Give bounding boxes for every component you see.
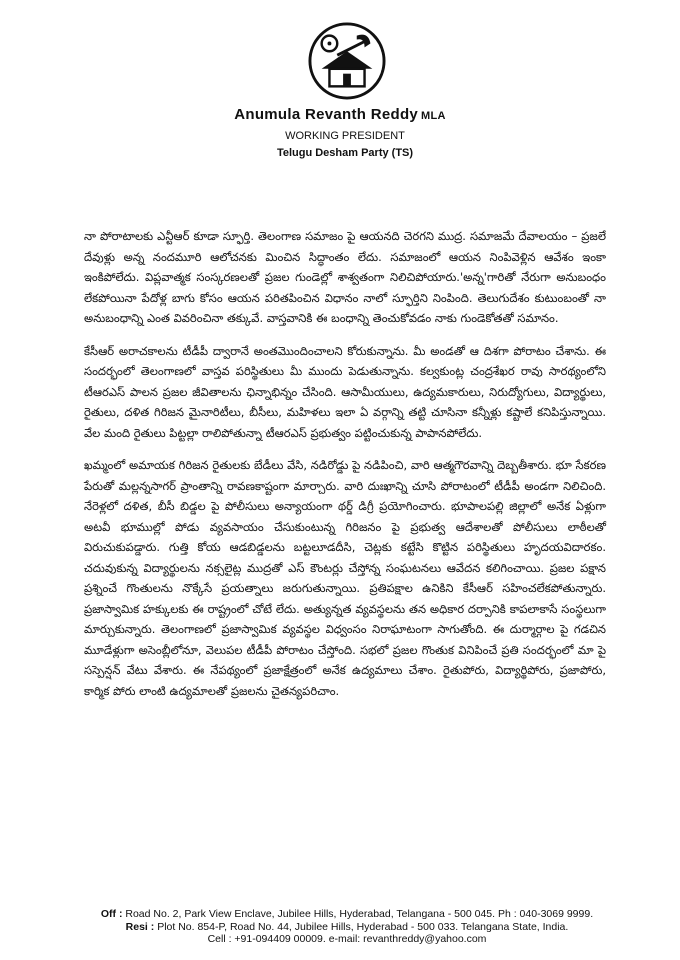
footer-address	[0, 908, 680, 946]
leader-name	[0, 106, 680, 123]
residence-address	[0, 921, 680, 934]
paragraph-1: నా పోరాటాలకు ఎన్టీఆర్ కూడా స్ఫూర్తి. తెలంగాణ సమాజం పై ఆయనది చెరగని ముద్ర. సమాజమే దేవాలయం – ప్రజలే దేవుళ్లు అన్న నందమూరి ఆలోచనకు మించిన సిద్ధాంతం లేదు. సమాజంలో ఆయన నింపివెళ్లిన ఆవేశం ఇంకా ఇంకిపోలేదు. విప్లవాత్మక సంస్కరణలతో ప్రజల గుండెల్లో శాశ్వతంగా నిలిచిపోయారు.'అన్న'గారితో నేరుగా అనుబంధం లేకపోయినా పేదోళ్ల బాగు కోసం ఆయన పరితపించిన విధానం నాలో స్ఫూర్తిని నింపింది. తెలుగుదేశం కుటుంబంతో నా అనుబంధాన్ని ఎంత వివరించినా తక్కువే. వాస్తవానికి ఈ బంధాన్ని తెంచుకోవడం నాకు గుండెకోతతో సమానం.	[84, 229, 606, 325]
office-text: Road No. 2, Park View Enclave, Jubilee Hills, Hyderabad, Telangana - 500 045. Ph : 040-3069 9999.	[125, 908, 594, 920]
leader-name-text: Anumula Revanth Reddy	[234, 106, 419, 123]
paragraph-3: ఖమ్మంలో అమాయక గిరిజన రైతులకు బేడీలు వేసి, నడిరోడ్డు పై నడిపించి, వారి ఆత్మగౌరవాన్ని దెబ్బతీశారు. భూ సేకరణ పేరుతో మల్లన్నసాగర్ ప్రాంతాన్ని రావణకాష్టంగా మార్చారు. వారి దుఃఖాన్ని చూసి పోరాటంలో టీడీపీ అండగా నిలిచింది. నేరెళ్లలో దళిత, బీసీ బిడ్డల పై పోలీసులు అన్యాయంగా థర్డ్ డిగ్రీ ప్రయోగించారు. భూపాలపల్లి జిల్లాలో అనేక ఏళ్లుగా అటవీ భూముల్లో పోడు వ్యవసాయం చేసుకుంటున్న గిరిజనం పై ప్రభుత్వ ఆదేశాలతో పోలీసులు లాఠీలతో విరుచుకుపడ్డారు. గుత్తి కోయ ఆడబిడ్డలను బట్టలూడదీసి, చెట్లకు కట్టేసి కొట్టిన పరిస్థితులు హృదయవిదారకం. చదువుకున్న విద్యార్థులను నక్సలైట్ల ముద్రతో ఎస్ కౌంటర్లు చేస్తోన్న సంఘటనలు ఆవేదన కలిగించాయి. ప్రజల పక్షాన ప్రశ్నించే గొంతులను నొక్కేసే ప్రయత్నాలు జరుగుతున్నాయి. ప్రతిపక్షాల ఉనికిని కేసీఆర్ సహించలేకపోతున్నారు. ప్రజాస్వామిక హక్కులకు ఈ రాష్ట్రంలో చోటే లేదు. అత్యున్నత వ్యవస్థలను తన అధికార దర్పానికి కాపలాకాసే సంస్థలుగా మార్చుకున్నారు. తెలంగాణలో ప్రజాస్వామిక వ్యవస్థల విధ్వంసం నిరాఘాటంగా సాగుతోంది. ఈ దుర్మార్గాల పై గడచిన మూడేళ్లుగా అసెంబ్లీలోనూ, వెలుపల టీడీపీ పోరాటం చేస్తోంది. సభలో ప్రజల గొంతుక వినిపించే ప్రతి సందర్భంలో మా పై సస్పెన్షన్ వేటు వేశారు. ఈ నేపథ్యంలో ప్రజాక్షేత్రంలో అనేక ఉద్యమాలు చేశాం. రైతుపోరు, విద్యార్థిపోరు, ప్రజాపోరు, కార్మిక పోరు లాంటి ఉద్యమాలతో ప్రజలను చైతన్యపరిచాం.	[84, 458, 606, 698]
residence-text: Plot No. 854-P, Road No. 44, Jubilee Hills, Hyderabad - 500 033. Telangana State, India.	[157, 920, 569, 933]
party-name: Telugu Desham Party (TS)	[276, 147, 414, 159]
contact-line: Cell : +91-094409 00009. e-mail: revanthreddy@yahoo.com	[207, 933, 487, 945]
paragraph-2: కేసీఆర్ అరాచకాలను టీడీపీ ద్వారానే అంతమొందించాలని కోరుకున్నాను. మీ అండతో ఆ దిశగా పోరాటం చేశాను. ఈ సందర్భంలో తెలంగాణలో వాస్తవ పరిస్థితులు మీ ముందు పెడుతున్నాను. కల్వకుంట్ల చంద్రశేఖర రావు సారథ్యంలోని టీఆరఎస్ పాలన ప్రజల జీవితాలను ఛిన్నాభిన్నం చేసింది. ఆసామీయులు, ఉద్యమకారులు, నిరుద్యోగులు, విద్యార్థులు, రైతులు, దళిత గిరిజన మైనారిటీలు, బీసీలు, మహిళలు ఇలా ఏ వర్గాన్ని తట్టి చూసినా కన్నీళ్లు కష్టాలే కనిపిస్తున్నాయి. వేల మంది రైతులు పిట్టల్లా రాలిపోతున్నా టీఆరఎస్ ప్రభుత్వం పట్టించుకున్న పాపానపోలేదు.	[84, 343, 606, 440]
residence-label: Resi :	[125, 920, 155, 933]
party-logo-icon	[308, 22, 386, 100]
letter-body	[84, 226, 606, 713]
designation: WORKING PRESIDENT	[285, 130, 405, 142]
letterhead	[0, 0, 680, 170]
leader-suffix: MLA	[421, 110, 446, 122]
office-label: Off :	[100, 908, 123, 920]
office-address	[0, 908, 680, 921]
